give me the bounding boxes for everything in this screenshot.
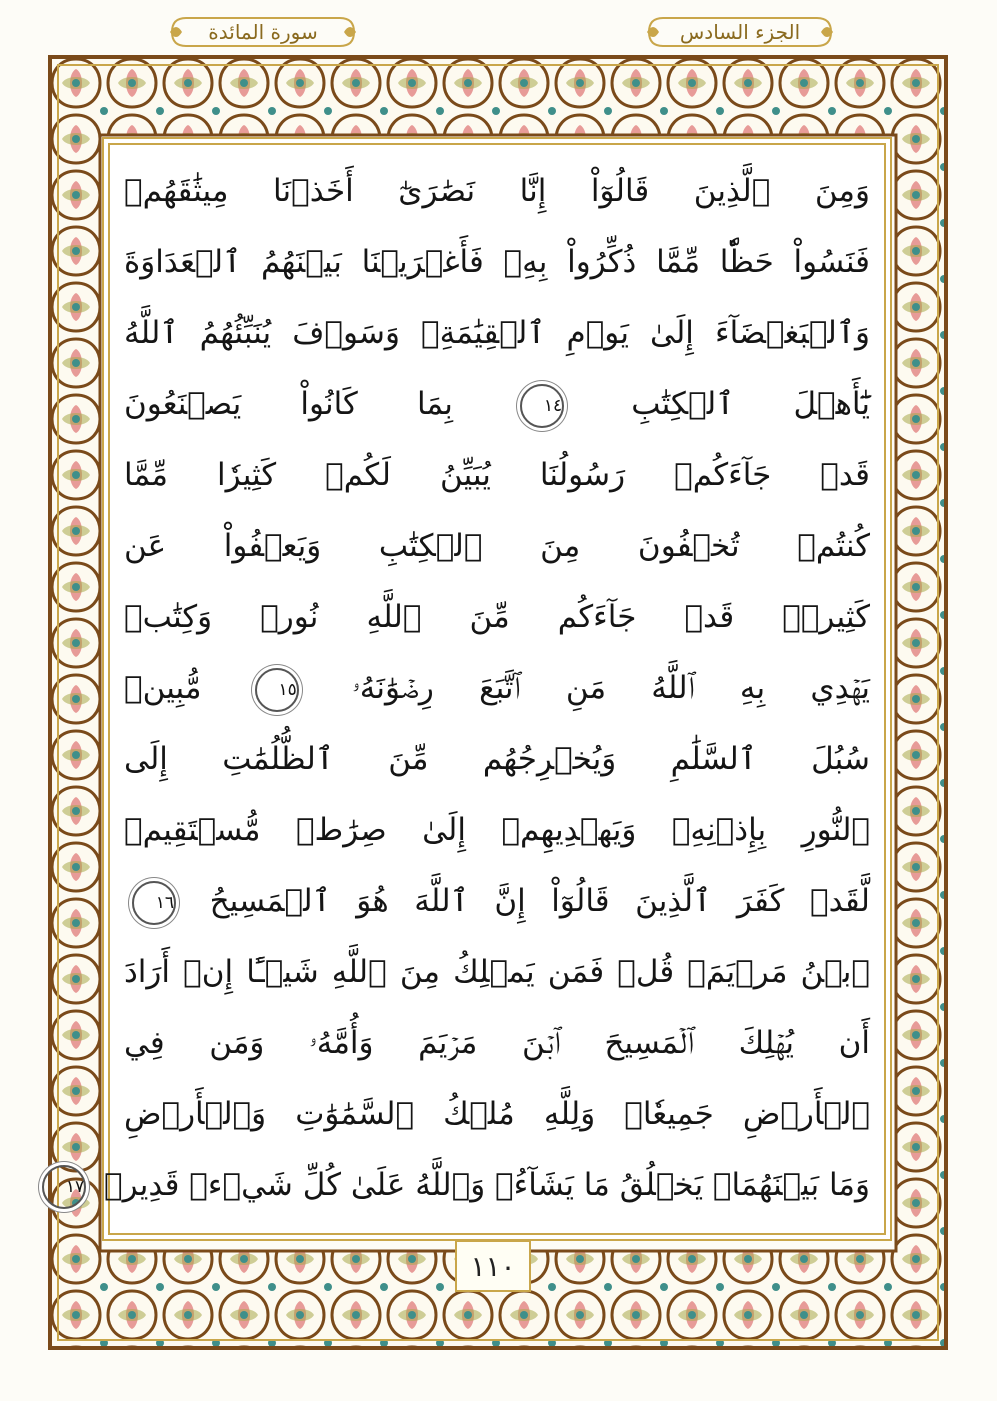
ayah-line	[124, 656, 870, 720]
line-text: يَهۡدِي بِهِ ٱللَّهُ مَنِ ٱتَّبَعَ رِضۡوَٰنَهُۥ	[351, 670, 870, 706]
ayah-line	[124, 443, 870, 507]
line-text: كُنتُمۡ تُخۡفُونَ مِنَ ٱلۡكِتَٰبِ وَيَعۡفُواْ عَن	[124, 528, 870, 564]
surah-label	[168, 14, 358, 50]
line-text: مُّبِينٞ	[124, 670, 202, 706]
page-number: ١١٠	[455, 1240, 531, 1292]
ayah-number-marker: ١٧	[42, 1165, 86, 1209]
ayah-number-marker: ١٥	[255, 668, 299, 712]
ayah-line	[124, 159, 870, 223]
ayah-line	[124, 301, 870, 365]
line-text: وَٱلۡبَغۡضَآءَ إِلَىٰ يَوۡمِ ٱلۡقِيَٰمَةِۚ وَسَوۡفَ يُنَبِّئُهُمُ ٱللَّهُ	[124, 315, 870, 351]
line-text: كَثِيرٖۚ قَدۡ جَآءَكُم مِّنَ ٱللَّهِ نُورٞ وَكِتَٰبٞ	[124, 599, 870, 635]
ayah-line	[124, 940, 870, 1004]
ayah-line	[124, 1011, 870, 1075]
ayah-line	[124, 1082, 870, 1146]
ayah-number-marker: ١٦	[132, 881, 176, 925]
line-text: ٱبۡنُ مَرۡيَمَۚ قُلۡ فَمَن يَمۡلِكُ مِنَ ٱللَّهِ شَيۡـًٔا إِنۡ أَرَادَ	[124, 954, 870, 990]
ayah-line	[65, 1153, 870, 1217]
line-text: ٱلۡأَرۡضِ جَمِيعٗاۗ وَلِلَّهِ مُلۡكُ ٱلسَّمَٰوَٰتِ وَٱلۡأَرۡضِ	[124, 1096, 870, 1132]
ayah-line	[124, 585, 870, 649]
line-text: ٱلنُّورِ بِإِذۡنِهِۦ وَيَهۡدِيهِمۡ إِلَىٰ صِرَٰطٖ مُّسۡتَقِيمٖ	[124, 812, 870, 848]
ayah-line	[124, 372, 870, 436]
surah-text: سورة المائدة	[208, 20, 318, 44]
line-text: فَنَسُواْ حَظّٗا مِّمَّا ذُكِّرُواْ بِهِۦ فَأَغۡرَيۡنَا بَيۡنَهُمُ ٱلۡعَدَاوَةَ	[124, 244, 870, 280]
ayah-line	[124, 798, 870, 862]
line-text: وَمِنَ ٱلَّذِينَ قَالُوٓاْ إِنَّا نَصَٰرَىٰٓ أَخَذۡنَا مِيثَٰقَهُمۡ	[124, 173, 870, 209]
ayah-line	[124, 230, 870, 294]
ayah-line	[124, 514, 870, 578]
ayah-line	[124, 727, 870, 791]
quran-text-panel	[65, 143, 886, 1235]
line-text: سُبُلَ ٱلسَّلَٰمِ وَيُخۡرِجُهُم مِّنَ ٱلظُّلُمَٰتِ إِلَى	[124, 741, 870, 777]
line-text: لَّقَدۡ كَفَرَ ٱلَّذِينَ قَالُوٓاْ إِنَّ ٱللَّهَ هُوَ ٱلۡمَسِيحُ	[209, 883, 870, 919]
line-text: بِمَا كَانُواْ يَصۡنَعُونَ	[124, 386, 453, 422]
juz-label	[645, 14, 835, 50]
line-text: أَن يُهۡلِكَ ٱلۡمَسِيحَ ٱبۡنَ مَرۡيَمَ وَأُمَّهُۥ وَمَن فِي	[124, 1025, 870, 1061]
ayah-number-marker: ١٤	[520, 384, 564, 428]
juz-text: الجزء السادس	[679, 20, 801, 44]
line-text: قَدۡ جَآءَكُمۡ رَسُولُنَا يُبَيِّنُ لَكُمۡ كَثِيرٗا مِّمَّا	[124, 457, 870, 493]
line-text: يَٰٓأَهۡلَ ٱلۡكِتَٰبِ	[631, 386, 870, 422]
line-text: وَمَا بَيۡنَهُمَاۚ يَخۡلُقُ مَا يَشَآءُۚ وَٱللَّهُ عَلَىٰ كُلِّ شَيۡءٖ قَدِيرٞ	[104, 1167, 870, 1203]
ayah-line	[124, 869, 870, 933]
